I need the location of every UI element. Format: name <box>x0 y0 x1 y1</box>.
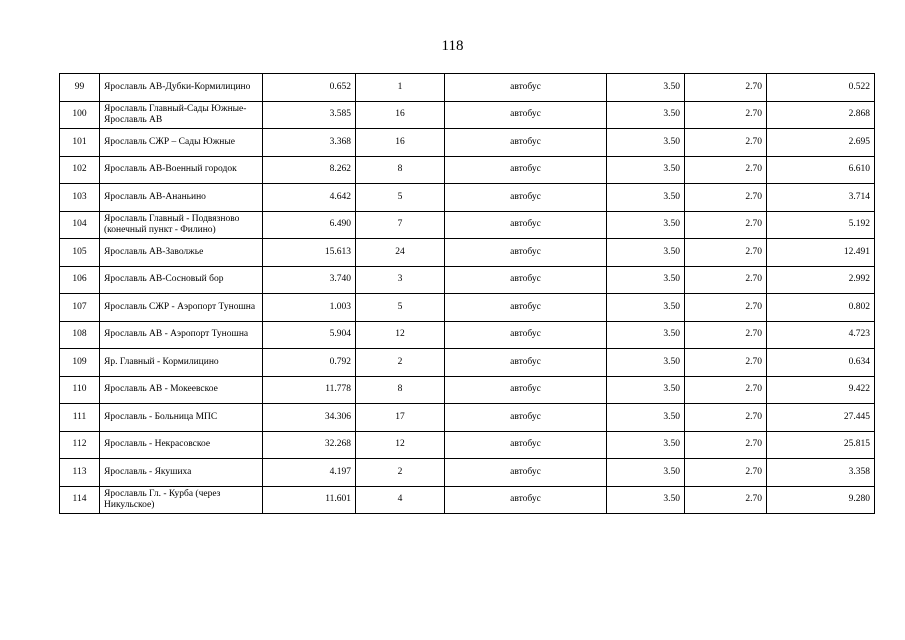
result-cell: 6.610 <box>767 156 875 184</box>
table-row <box>60 321 875 349</box>
value-1-cell: 3.50 <box>607 239 685 267</box>
value-2-cell: 2.70 <box>685 349 767 377</box>
table-row <box>60 459 875 487</box>
route-name-cell: Ярославль АВ-Сосновый бор <box>100 266 263 294</box>
result-cell: 9.280 <box>767 486 875 514</box>
trip-count-cell: 5 <box>356 294 445 322</box>
value-1-cell: 3.50 <box>607 404 685 432</box>
route-name-cell: Ярославль Гл. - Курба (через Никульское) <box>100 486 263 514</box>
transport-type-cell: автобус <box>445 266 607 294</box>
route-length-cell: 4.197 <box>263 459 356 487</box>
route-name-cell: Ярославль - Некрасовское <box>100 431 263 459</box>
page-number: 118 <box>441 38 464 54</box>
route-number-cell: 110 <box>60 376 100 404</box>
trip-count-cell: 8 <box>356 376 445 404</box>
value-2-cell: 2.70 <box>685 404 767 432</box>
table-row <box>60 101 875 129</box>
route-number-cell: 108 <box>60 321 100 349</box>
route-length-cell: 11.778 <box>263 376 356 404</box>
route-length-cell: 15.613 <box>263 239 356 267</box>
route-name-cell: Ярославль АВ-Ананьино <box>100 184 263 212</box>
result-cell: 0.634 <box>767 349 875 377</box>
route-name-cell: Ярославль СЖР – Сады Южные <box>100 129 263 157</box>
table-row <box>60 349 875 377</box>
route-number-cell: 106 <box>60 266 100 294</box>
route-length-cell: 6.490 <box>263 211 356 239</box>
result-cell: 12.491 <box>767 239 875 267</box>
value-1-cell: 3.50 <box>607 156 685 184</box>
result-cell: 0.802 <box>767 294 875 322</box>
route-number-cell: 102 <box>60 156 100 184</box>
result-cell: 2.992 <box>767 266 875 294</box>
trip-count-cell: 12 <box>356 431 445 459</box>
route-number-cell: 109 <box>60 349 100 377</box>
route-number-cell: 111 <box>60 404 100 432</box>
transport-type-cell: автобус <box>445 156 607 184</box>
route-name-cell: Ярославль АВ - Мокеевское <box>100 376 263 404</box>
transport-type-cell: автобус <box>445 211 607 239</box>
route-length-cell: 3.368 <box>263 129 356 157</box>
transport-type-cell: автобус <box>445 376 607 404</box>
trip-count-cell: 24 <box>356 239 445 267</box>
value-2-cell: 2.70 <box>685 74 767 102</box>
result-cell: 2.695 <box>767 129 875 157</box>
transport-type-cell: автобус <box>445 129 607 157</box>
route-length-cell: 0.652 <box>263 74 356 102</box>
value-1-cell: 3.50 <box>607 74 685 102</box>
table-row <box>60 376 875 404</box>
route-name-cell: Ярославль АВ-Военный городок <box>100 156 263 184</box>
trip-count-cell: 17 <box>356 404 445 432</box>
route-name-cell: Ярославль Главный-Сады Южные-Ярославль АВ <box>100 101 263 129</box>
result-cell: 4.723 <box>767 321 875 349</box>
route-number-cell: 103 <box>60 184 100 212</box>
route-number-cell: 104 <box>60 211 100 239</box>
route-length-cell: 8.262 <box>263 156 356 184</box>
value-1-cell: 3.50 <box>607 129 685 157</box>
route-length-cell: 4.642 <box>263 184 356 212</box>
trip-count-cell: 8 <box>356 156 445 184</box>
route-number-cell: 99 <box>60 74 100 102</box>
value-1-cell: 3.50 <box>607 376 685 404</box>
table-row <box>60 156 875 184</box>
result-cell: 3.358 <box>767 459 875 487</box>
value-2-cell: 2.70 <box>685 211 767 239</box>
routes-table <box>59 73 875 514</box>
route-number-cell: 105 <box>60 239 100 267</box>
route-length-cell: 34.306 <box>263 404 356 432</box>
value-1-cell: 3.50 <box>607 349 685 377</box>
table-row <box>60 129 875 157</box>
transport-type-cell: автобус <box>445 101 607 129</box>
trip-count-cell: 1 <box>356 74 445 102</box>
value-2-cell: 2.70 <box>685 376 767 404</box>
trip-count-cell: 12 <box>356 321 445 349</box>
route-number-cell: 112 <box>60 431 100 459</box>
value-2-cell: 2.70 <box>685 101 767 129</box>
route-name-cell: Ярославль Главный - Подвязново (конечный пункт - Филино) <box>100 211 263 239</box>
route-name-cell: Ярославль АВ-Дубки-Кормилицино <box>100 74 263 102</box>
route-length-cell: 0.792 <box>263 349 356 377</box>
trip-count-cell: 5 <box>356 184 445 212</box>
transport-type-cell: автобус <box>445 404 607 432</box>
route-length-cell: 11.601 <box>263 486 356 514</box>
route-name-cell: Ярославль - Больница МПС <box>100 404 263 432</box>
value-1-cell: 3.50 <box>607 211 685 239</box>
table-body <box>60 74 875 514</box>
trip-count-cell: 2 <box>356 349 445 377</box>
value-1-cell: 3.50 <box>607 459 685 487</box>
trip-count-cell: 16 <box>356 129 445 157</box>
value-2-cell: 2.70 <box>685 294 767 322</box>
table-row <box>60 266 875 294</box>
route-number-cell: 100 <box>60 101 100 129</box>
route-length-cell: 3.740 <box>263 266 356 294</box>
table-row <box>60 431 875 459</box>
route-length-cell: 32.268 <box>263 431 356 459</box>
route-number-cell: 101 <box>60 129 100 157</box>
table-row <box>60 294 875 322</box>
value-2-cell: 2.70 <box>685 486 767 514</box>
transport-type-cell: автобус <box>445 184 607 212</box>
trip-count-cell: 4 <box>356 486 445 514</box>
table-row <box>60 239 875 267</box>
transport-type-cell: автобус <box>445 349 607 377</box>
value-1-cell: 3.50 <box>607 486 685 514</box>
result-cell: 5.192 <box>767 211 875 239</box>
result-cell: 25.815 <box>767 431 875 459</box>
transport-type-cell: автобус <box>445 74 607 102</box>
transport-type-cell: автобус <box>445 486 607 514</box>
route-name-cell: Ярославль - Якушиха <box>100 459 263 487</box>
trip-count-cell: 16 <box>356 101 445 129</box>
route-name-cell: Ярославль СЖР - Аэропорт Туношна <box>100 294 263 322</box>
value-1-cell: 3.50 <box>607 266 685 294</box>
value-2-cell: 2.70 <box>685 239 767 267</box>
route-length-cell: 3.585 <box>263 101 356 129</box>
table-row <box>60 211 875 239</box>
result-cell: 2.868 <box>767 101 875 129</box>
table-row <box>60 74 875 102</box>
trip-count-cell: 2 <box>356 459 445 487</box>
trip-count-cell: 7 <box>356 211 445 239</box>
value-2-cell: 2.70 <box>685 321 767 349</box>
route-length-cell: 5.904 <box>263 321 356 349</box>
value-1-cell: 3.50 <box>607 321 685 349</box>
value-2-cell: 2.70 <box>685 431 767 459</box>
result-cell: 9.422 <box>767 376 875 404</box>
route-name-cell: Ярославль АВ-Заволжье <box>100 239 263 267</box>
transport-type-cell: автобус <box>445 459 607 487</box>
table-row <box>60 486 875 514</box>
value-2-cell: 2.70 <box>685 459 767 487</box>
value-1-cell: 3.50 <box>607 101 685 129</box>
value-2-cell: 2.70 <box>685 184 767 212</box>
trip-count-cell: 3 <box>356 266 445 294</box>
value-2-cell: 2.70 <box>685 266 767 294</box>
transport-type-cell: автобус <box>445 294 607 322</box>
route-name-cell: Яр. Главный - Кормилицино <box>100 349 263 377</box>
value-1-cell: 3.50 <box>607 431 685 459</box>
table-row <box>60 404 875 432</box>
route-name-cell: Ярославль АВ - Аэропорт Туношна <box>100 321 263 349</box>
result-cell: 0.522 <box>767 74 875 102</box>
value-1-cell: 3.50 <box>607 184 685 212</box>
transport-type-cell: автобус <box>445 239 607 267</box>
result-cell: 27.445 <box>767 404 875 432</box>
transport-type-cell: автобус <box>445 321 607 349</box>
route-number-cell: 114 <box>60 486 100 514</box>
value-1-cell: 3.50 <box>607 294 685 322</box>
route-number-cell: 107 <box>60 294 100 322</box>
table-row <box>60 184 875 212</box>
value-2-cell: 2.70 <box>685 129 767 157</box>
route-length-cell: 1.003 <box>263 294 356 322</box>
value-2-cell: 2.70 <box>685 156 767 184</box>
transport-type-cell: автобус <box>445 431 607 459</box>
route-number-cell: 113 <box>60 459 100 487</box>
result-cell: 3.714 <box>767 184 875 212</box>
